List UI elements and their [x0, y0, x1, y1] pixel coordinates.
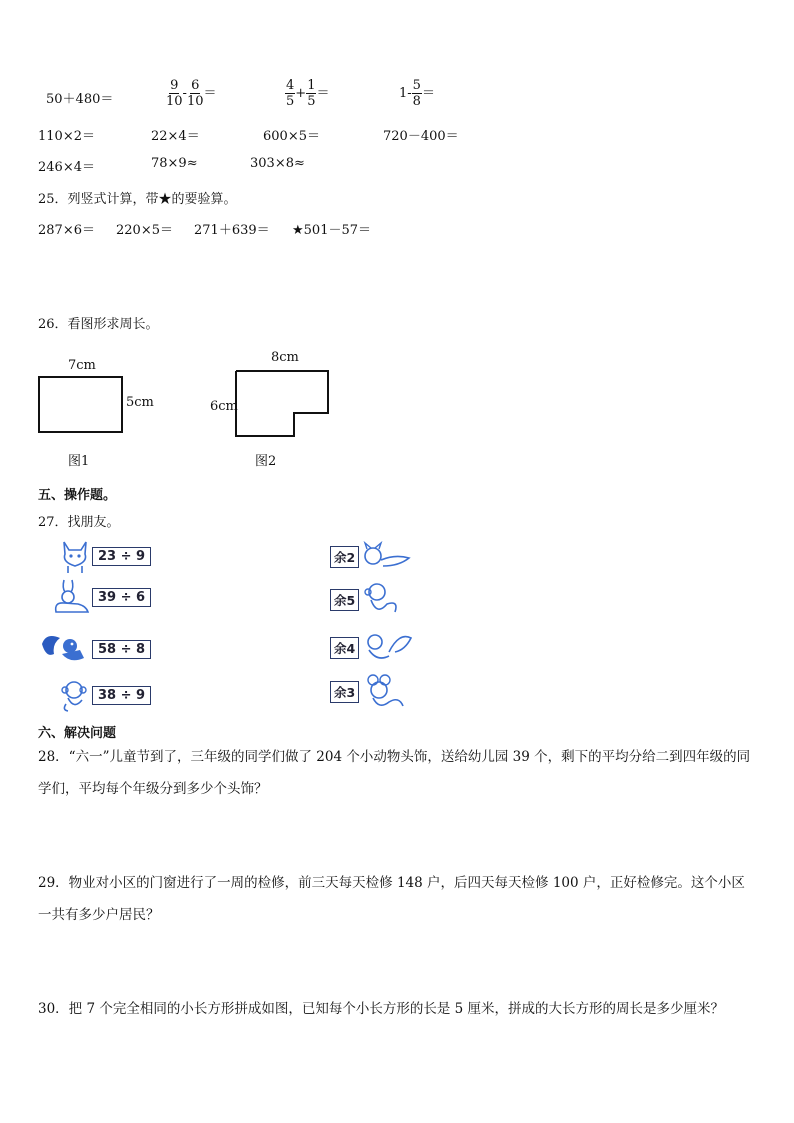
q25-item-2: 220×5＝ [116, 223, 173, 238]
mouse-icon [359, 672, 407, 712]
left-card-1[interactable] [58, 538, 151, 574]
right-card-4[interactable] [330, 672, 407, 712]
section5-title: 五、操作题。 [38, 488, 117, 503]
equals: ＝ [421, 86, 435, 101]
numerator: 9 [170, 78, 179, 93]
right-card-2[interactable] [330, 580, 403, 620]
calc-r2-4: 720－400＝ [383, 129, 459, 144]
calc-r3-1: 246×4＝ [38, 160, 95, 175]
fig2-outline [236, 371, 328, 436]
denominator: 8 [412, 94, 421, 109]
remainder-box: 余5 [330, 589, 359, 611]
denominator: 10 [166, 94, 183, 109]
fraction [306, 78, 316, 109]
equals: ＝ [316, 86, 330, 101]
calc-r2-1: 110×2＝ [38, 129, 95, 144]
q27-title: 27．找朋友。 [38, 515, 120, 530]
fraction [285, 78, 295, 109]
denominator: 5 [286, 94, 295, 109]
denominator: 5 [307, 94, 316, 109]
fig1-width-label: 7cm [68, 358, 96, 373]
q25-item-3: 271＋639＝ [194, 223, 270, 238]
calc-r2-2: 22×4＝ [151, 129, 200, 144]
numerator: 1 [307, 78, 316, 93]
numerator: 6 [191, 78, 200, 93]
fox-icon [359, 540, 411, 574]
equals: ＝ [203, 86, 217, 101]
remainder-box: 余2 [330, 546, 359, 568]
fig1-caption: 图1 [68, 454, 90, 469]
fig2-height-label: 6cm [210, 399, 238, 414]
calc-r1-c [285, 78, 329, 109]
fig2-shape [234, 369, 332, 439]
division-box: 38 ÷ 9 [92, 686, 151, 705]
fraction [166, 78, 183, 109]
fraction [412, 78, 422, 109]
calc-r3-2: 78×9≈ [151, 156, 198, 171]
section6-title: 六、解决问题 [38, 726, 117, 741]
operator: + [295, 86, 307, 101]
rabbit-icon [50, 578, 92, 616]
fig2-width-label: 8cm [271, 350, 299, 365]
cat-icon [58, 538, 92, 574]
q25-item-4: ★501－57＝ [292, 223, 372, 238]
right-card-1[interactable] [330, 540, 411, 574]
numerator: 5 [412, 78, 421, 93]
calc-r1-d [399, 78, 435, 109]
remainder-box: 余3 [330, 681, 359, 703]
division-box: 58 ÷ 8 [92, 640, 151, 659]
denominator: 10 [186, 94, 204, 109]
fig1-height-label: 5cm [126, 395, 154, 410]
fig1-rectangle [38, 376, 123, 433]
division-box: 39 ÷ 6 [92, 588, 151, 607]
division-box: 23 ÷ 9 [92, 547, 151, 566]
calc-r1-a: 50＋480＝ [46, 92, 114, 107]
squirrel-icon [359, 628, 413, 668]
monkey-icon [359, 580, 403, 620]
q26-title: 26．看图形求周长。 [38, 317, 159, 332]
monkey-icon [58, 678, 92, 712]
q25-title: 25．列竖式计算，带★的要验算。 [38, 192, 237, 207]
fig2-caption: 图2 [255, 454, 277, 469]
right-card-3[interactable] [330, 628, 413, 668]
calc-r2-3: 600×5＝ [263, 129, 320, 144]
operator: 1- [399, 86, 412, 101]
numerator: 4 [286, 78, 295, 93]
left-card-3[interactable] [40, 632, 151, 666]
left-card-4[interactable] [58, 678, 151, 712]
remainder-box: 余4 [330, 637, 359, 659]
calc-r3-3: 303×8≈ [250, 156, 305, 171]
squirrel-icon [40, 632, 92, 666]
left-card-2[interactable] [50, 578, 151, 616]
q30-text: 30．把 7 个完全相同的小长方形拼成如图，已知每个小长方形的长是 5 厘米，拼成的大长方形的周长是多少厘米？ [38, 1001, 725, 1017]
q25-item-1: 287×6＝ [38, 223, 95, 238]
q28-text: 28．“六一”儿童节到了，三年级的同学们做了 204 个小动物头饰，送给幼儿园 39 个，剩下的平均分给二到四年级的同学们，平均每个年级分到多少个头饰？ [38, 749, 751, 797]
calc-r1-b [166, 78, 217, 109]
fraction [187, 78, 204, 109]
q29-text: 29．物业对小区的门窗进行了一周的检修，前三天每天检修 148 户，后四天每天检修 100 户，正好检修完。这个小区一共有多少户居民？ [38, 875, 745, 923]
operator: - [182, 86, 187, 101]
